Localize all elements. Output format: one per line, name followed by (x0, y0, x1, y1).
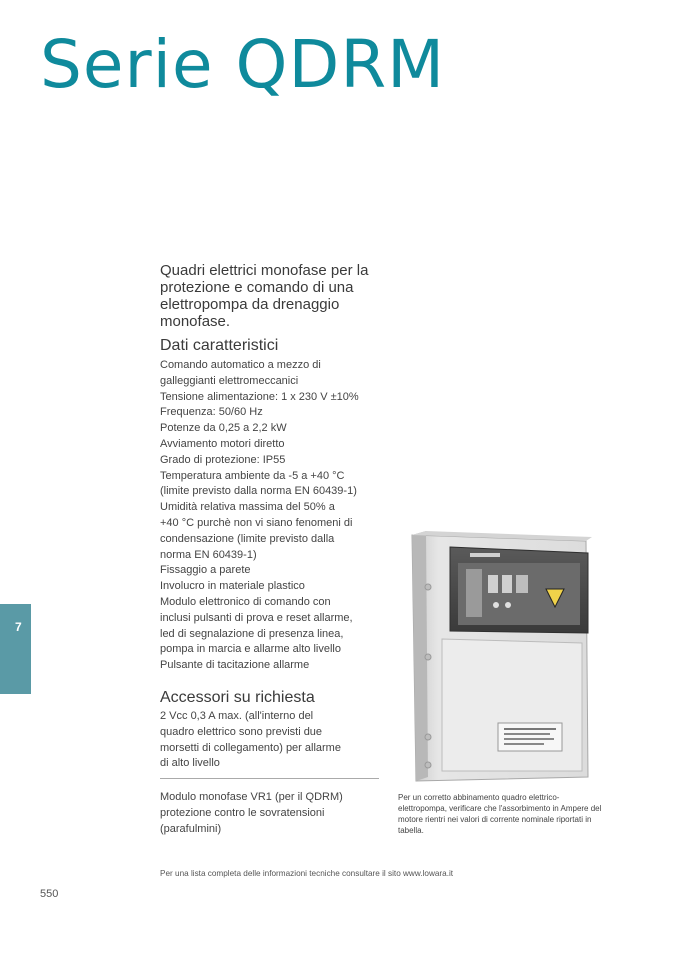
spec-item: condensazione (limite previsto dalla (160, 532, 335, 545)
spec-item: Avviamento motori diretto (160, 437, 285, 450)
spec-item: Temperatura ambiente da -5 a +40 °C (160, 469, 345, 482)
specs-list (160, 358, 359, 674)
specs-heading: Dati caratteristici (160, 337, 279, 354)
accessory-item: quadro elettrico sono previsti due (160, 725, 323, 738)
accessory-item: morsetti di collegamento) per allarme (160, 741, 341, 754)
spec-item: Pulsante di tacitazione allarme (160, 659, 310, 672)
spec-item: Grado di protezione: IP55 (160, 453, 286, 466)
spec-item: pompa in marcia e allarme alto livello (160, 643, 341, 656)
spec-item: Involucro in materiale plastico (160, 580, 305, 593)
accessories-list (160, 709, 341, 772)
intro-text: Quadri elettrici monofase per la protezione e comando di una elettropompa da drenaggio monofase. (160, 262, 369, 330)
divider (160, 778, 379, 779)
spec-item: norma EN 60439-1) (160, 548, 257, 561)
spec-item: Modulo elettronico di comando con (160, 595, 331, 608)
spec-item: Potenze da 0,25 a 2,2 kW (160, 422, 287, 435)
accessory-item: di alto livello (160, 757, 220, 770)
spec-item: Fissaggio a parete (160, 564, 251, 577)
photo-caption: Per un corretto abbinamento quadro elettrico-elettropompa, verificare che l'assorbimento in Ampere del motore rientri nei valori di corrente nominale riportati in tabella. (398, 793, 602, 835)
control-panel-photo (406, 527, 596, 785)
spec-item: led di segnalazione di presenza linea, (160, 627, 344, 640)
accessories-heading: Accessori su richiesta (160, 689, 315, 706)
accessory-item: 2 Vcc 0,3 A max. (all'interno del (160, 710, 314, 722)
spec-item: Frequenza: 50/60 Hz (160, 406, 263, 419)
spec-item: +40 °C purchè non vi siano fenomeni di (160, 516, 353, 529)
spec-item: Comando automatico a mezzo di (160, 359, 321, 371)
spec-item: inclusi pulsanti di prova e reset allarme, (160, 611, 353, 624)
footer-note: Per una lista completa delle informazioni tecniche consultare il sito www.lowara.it (160, 869, 454, 878)
section-tab (0, 604, 31, 694)
page-title: Serie QDRM (40, 26, 446, 103)
spec-item: (limite previsto dalla norma EN 60439-1) (160, 485, 357, 498)
spec-item: galleggianti elettromeccanici (160, 374, 299, 387)
accessory-module-text: Modulo monofase VR1 (per il QDRM) protezione contro le sovratensioni (parafulmini) (160, 791, 343, 835)
section-tab-number: 7 (15, 620, 22, 634)
spec-item: Tensione alimentazione: 1 x 230 V ±10% (160, 390, 359, 403)
page-number: 550 (40, 888, 59, 900)
spec-item: Umidità relativa massima del 50% a (160, 501, 335, 514)
